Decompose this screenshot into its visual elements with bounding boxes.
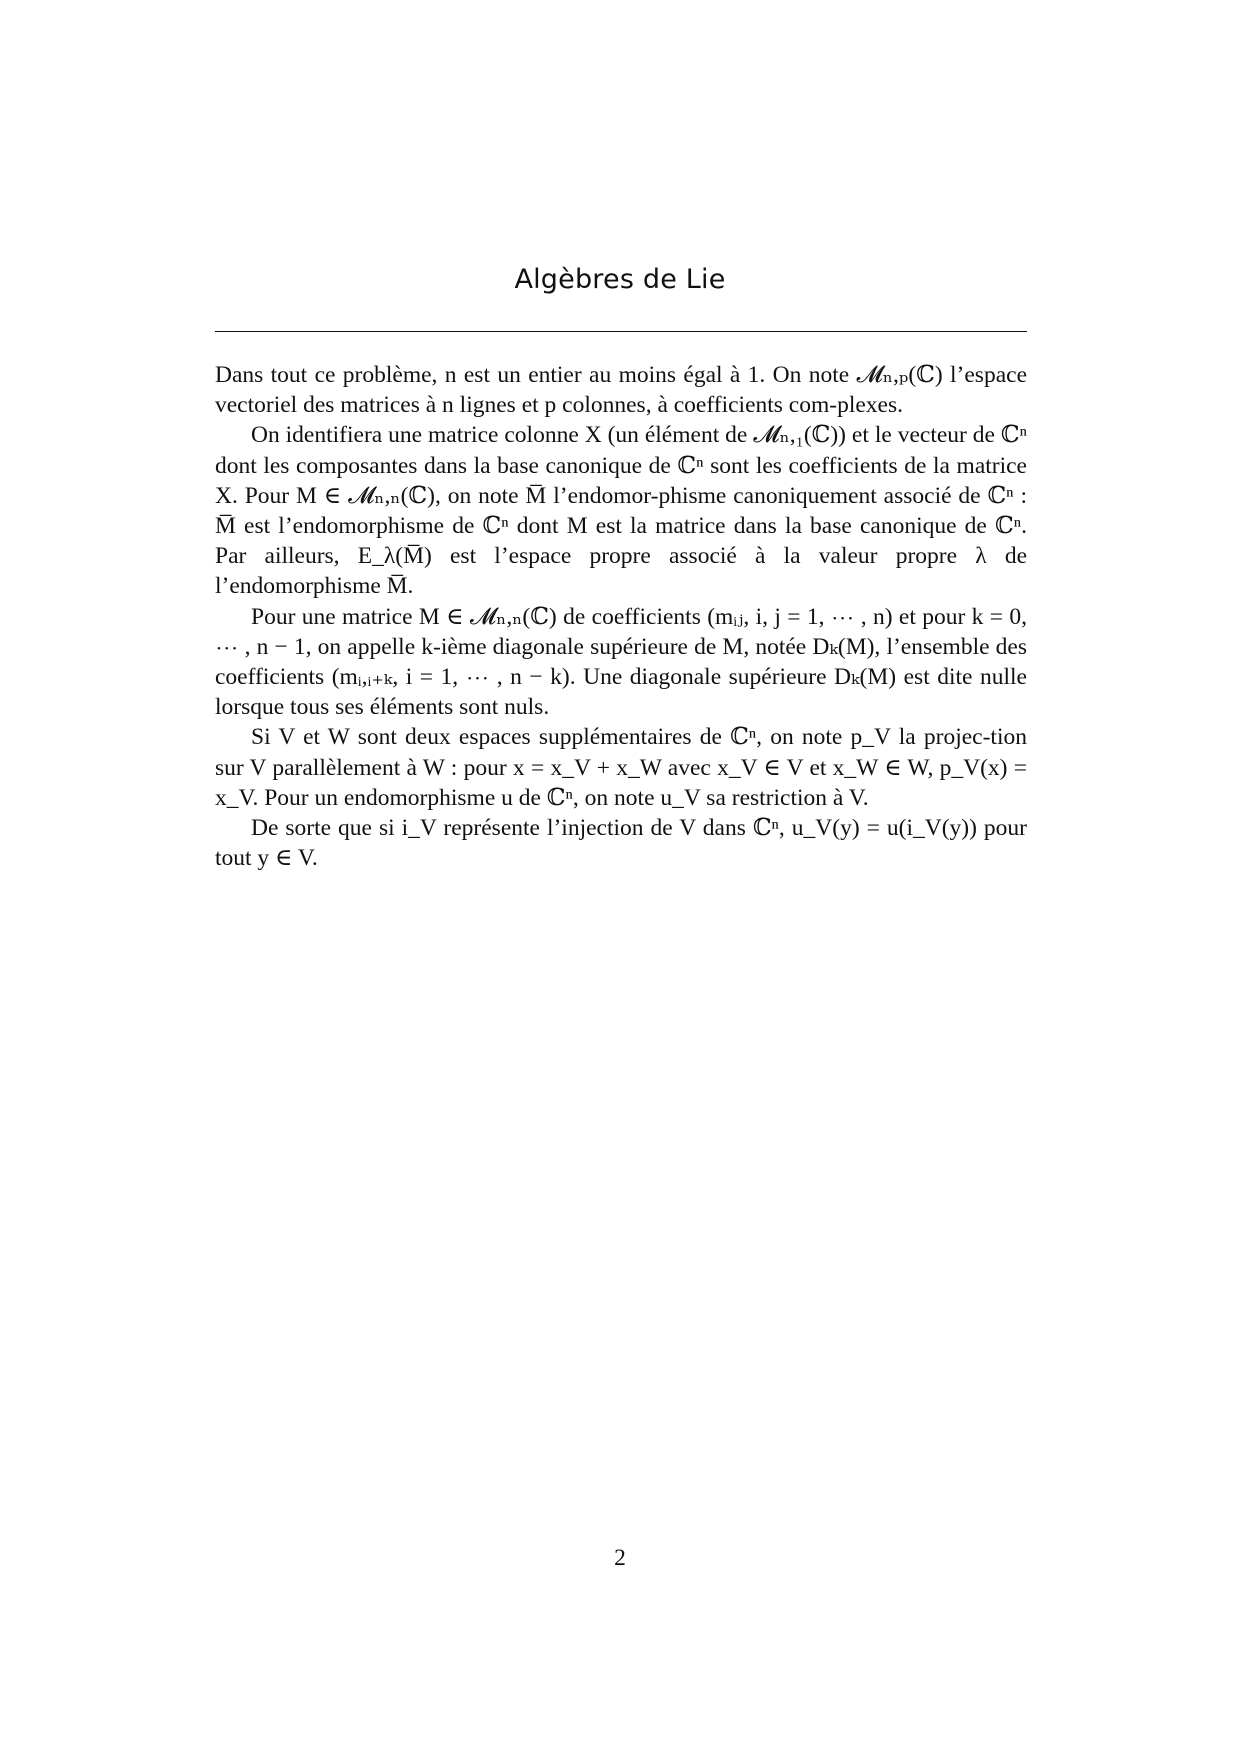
paragraph-2: On identifiera une matrice colonne X (un élément de 𝓜ₙ,₁(ℂ)) et le vecteur de ℂⁿ dont les composantes dans la base canonique de ℂⁿ sont les coefficients de la matrice X. Pour M ∈ 𝓜ₙ,ₙ(ℂ), on note M̅ l’endomor-phisme canoniquement associé de ℂⁿ : M̅ est l’endomorphisme de ℂⁿ dont M est la matrice dans la base canonique de ℂⁿ. Par ailleurs, E_λ(M̅) est l’espace propre associé à la valeur propre λ de l’endomorphisme M̅. xyxy=(215,422,1027,600)
paragraph-3: Pour une matrice M ∈ 𝓜ₙ,ₙ(ℂ) de coefficients (mᵢⱼ, i, j = 1, ⋯ , n) et pour k = 0, ⋯ , n − 1, on appelle k-ième diagonale supérieure de M, notée Dₖ(M), l’ensemble des coefficients (mᵢ,ᵢ₊ₖ, i = 1, ⋯ , n − k). Une diagonale supérieure Dₖ(M) est dite nulle lorsque tous ses éléments sont nuls. xyxy=(215,603,1027,721)
paragraph-4: Si V et W sont deux espaces supplémentaires de ℂⁿ, on note p_V la projec-tion sur V parallèlement à W : pour x = x_V + x_W avec x_V ∈ V et x_W ∈ W, p_V(x) = x_V. Pour un endomorphisme u de ℂⁿ, on note u_V sa restriction à V. xyxy=(215,724,1027,811)
page-number: 2 xyxy=(614,1545,626,1571)
header-divider xyxy=(215,331,1027,332)
body-text xyxy=(215,360,1027,873)
paragraph-5: De sorte que si i_V représente l’injection de V dans ℂⁿ, u_V(y) = u(i_V(y)) pour tout y ∈ V. xyxy=(215,815,1027,872)
paragraph-1: Dans tout ce problème, n est un entier au moins égal à 1. On note 𝓜ₙ,ₚ(ℂ) l’espace vectoriel des matrices à n lignes et p colonnes, à coefficients com-plexes. xyxy=(215,362,1027,419)
page-title: Algèbres de Lie xyxy=(514,264,726,295)
